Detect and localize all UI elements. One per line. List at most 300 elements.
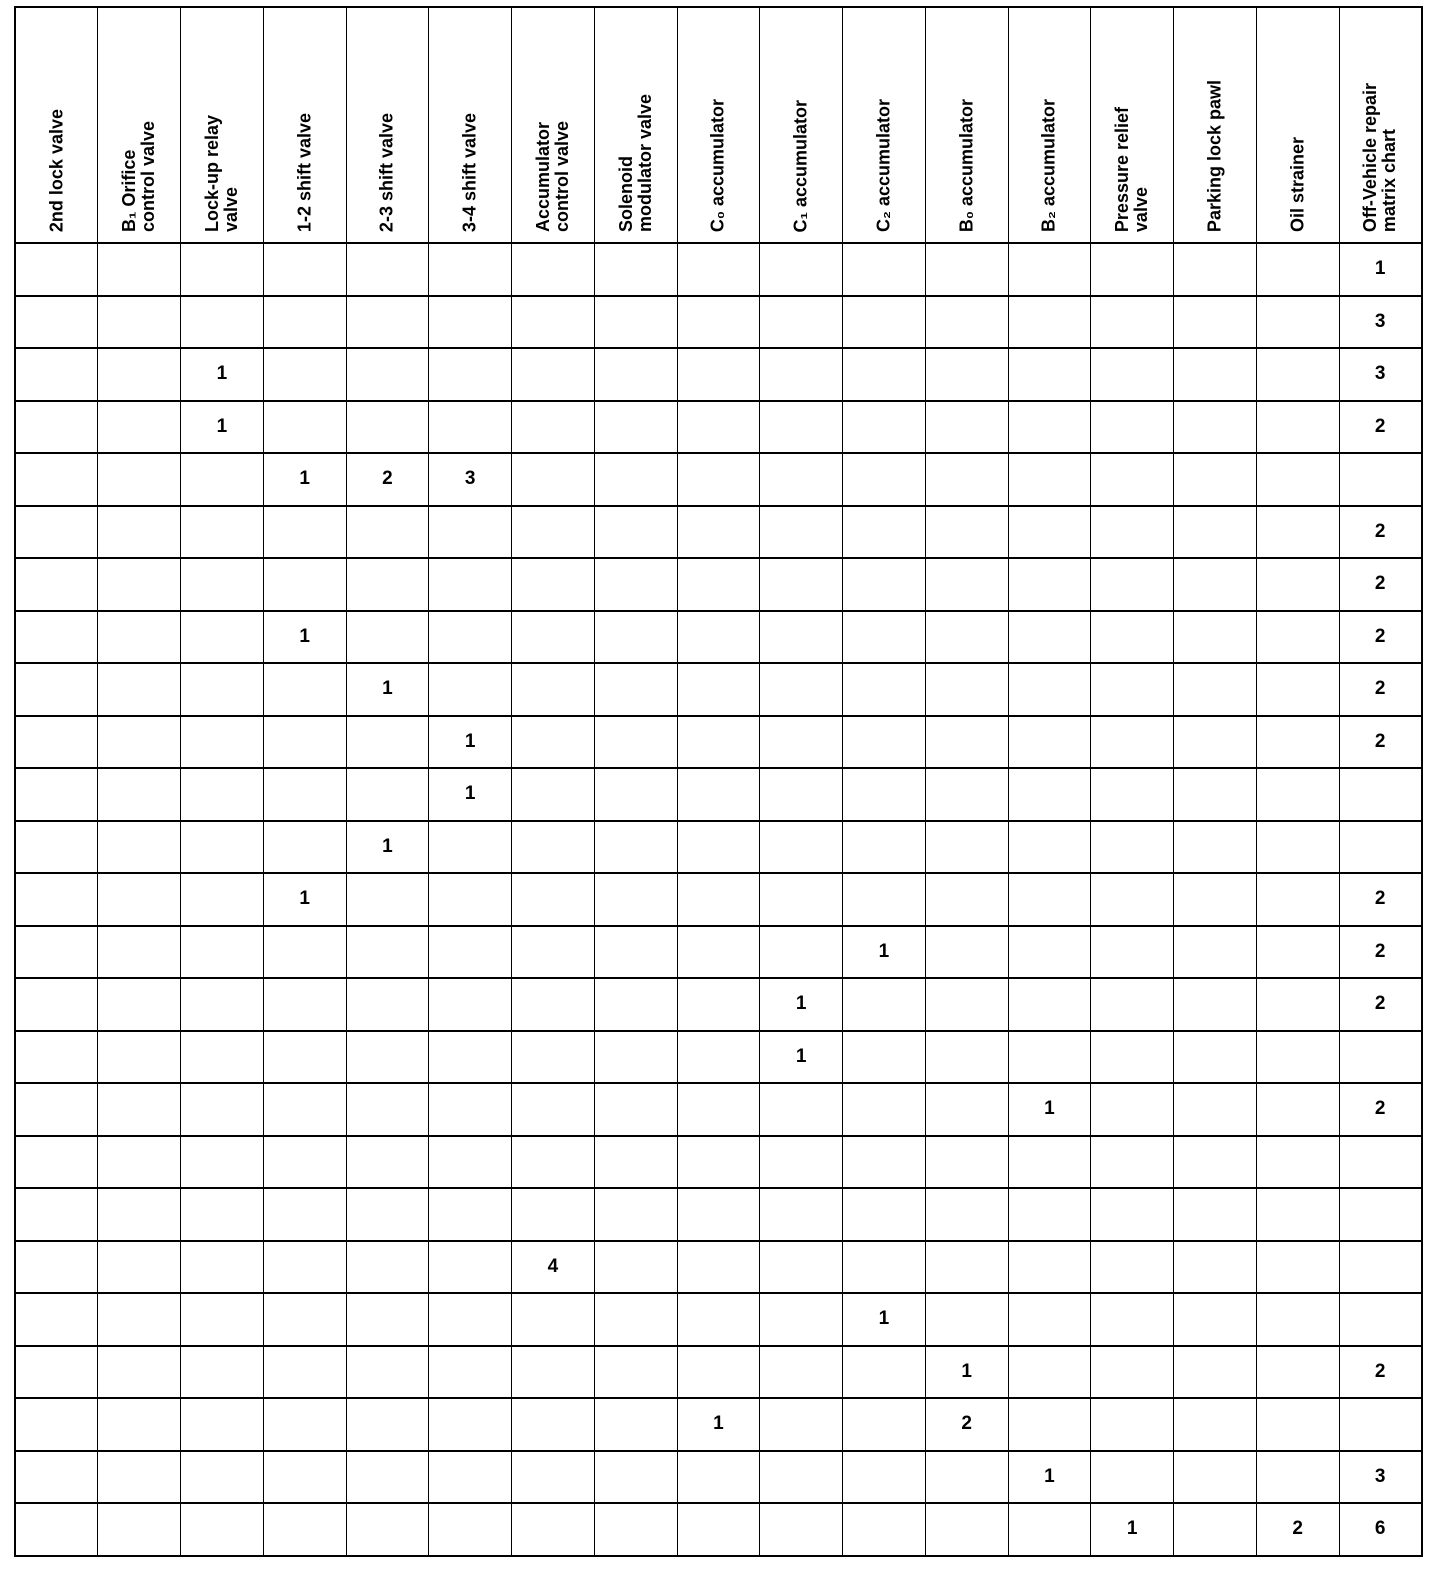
table-cell [346,926,429,979]
table-cell [1256,716,1339,769]
table-cell [15,1083,98,1136]
table-cell [1008,821,1091,874]
table-cell [1091,1031,1174,1084]
table-cell [594,716,677,769]
table-cell [429,348,512,401]
table-cell [181,1451,264,1504]
table-row [15,506,1422,559]
table-cell [925,506,1008,559]
table-cell [594,453,677,506]
table-cell [346,873,429,926]
table-row [15,716,1422,769]
table-cell [677,243,760,296]
table-cell [843,978,926,1031]
table-cell [263,1031,346,1084]
table-cell [15,453,98,506]
table-cell [1091,716,1174,769]
table-cell [594,978,677,1031]
table-cell [925,1293,1008,1346]
table-cell [1256,401,1339,454]
table-cell [1008,1136,1091,1189]
table-cell: 1 [263,873,346,926]
table-cell [677,611,760,664]
table-cell [1174,296,1257,349]
table-cell [346,243,429,296]
table-cell [1339,1031,1422,1084]
table-cell [1339,1293,1422,1346]
table-row [15,1083,1422,1136]
table-cell [15,506,98,559]
table-cell [843,401,926,454]
table-cell [843,243,926,296]
table-cell [181,768,264,821]
table-cell [346,296,429,349]
column-header-label: C₂ accumulator [873,98,894,232]
table-cell [1256,926,1339,979]
table-cell [512,1083,595,1136]
table-cell [1008,401,1091,454]
table-cell [925,1136,1008,1189]
column-header-label: Solenoid modulator valve [615,93,655,232]
table-cell [1174,558,1257,611]
table-cell [760,506,843,559]
table-cell [98,1031,181,1084]
table-cell [512,348,595,401]
table-cell [429,243,512,296]
column-header-label: Off-Vehicle repair matrix chart [1360,82,1400,232]
table-cell [346,506,429,559]
repair-matrix-table [14,6,1423,1557]
table-cell [15,401,98,454]
table-cell [925,663,1008,716]
table-cell [429,401,512,454]
header-row [15,7,1422,243]
table-cell [98,348,181,401]
table-cell [677,978,760,1031]
table-cell [1091,401,1174,454]
table-cell [263,768,346,821]
table-cell [925,611,1008,664]
table-cell: 2 [346,453,429,506]
table-cell [346,1083,429,1136]
column-header-label: B₂ accumulator [1038,98,1059,232]
column-header [1174,7,1257,243]
table-cell [1339,821,1422,874]
column-header [843,7,926,243]
table-cell: 2 [1339,1346,1422,1399]
table-cell [843,1398,926,1451]
table-cell: 1 [925,1346,1008,1399]
matrix-body [15,243,1422,1556]
table-cell [98,243,181,296]
table-cell [15,1136,98,1189]
table-cell [346,558,429,611]
table-cell [181,1503,264,1556]
table-cell [1174,611,1257,664]
table-cell [1091,768,1174,821]
table-cell: 6 [1339,1503,1422,1556]
table-cell [1174,821,1257,874]
table-row [15,821,1422,874]
table-cell [925,821,1008,874]
table-cell: 2 [1339,558,1422,611]
table-cell [15,978,98,1031]
table-cell [925,768,1008,821]
table-cell [181,821,264,874]
table-cell [677,716,760,769]
table-cell [1008,768,1091,821]
table-cell [1339,768,1422,821]
table-cell [925,926,1008,979]
table-cell [512,821,595,874]
table-cell [1008,926,1091,979]
table-cell [677,1188,760,1241]
table-cell [760,558,843,611]
table-cell [15,1188,98,1241]
table-cell [1174,453,1257,506]
table-cell [181,716,264,769]
table-cell [594,1293,677,1346]
table-cell [263,1398,346,1451]
table-cell [594,1188,677,1241]
table-cell [1008,1503,1091,1556]
table-cell: 3 [429,453,512,506]
table-cell [1091,558,1174,611]
table-cell [760,1451,843,1504]
table-cell [677,1346,760,1399]
table-cell [1174,873,1257,926]
table-cell [1008,1398,1091,1451]
table-cell [429,873,512,926]
table-cell [1174,1293,1257,1346]
table-cell [843,716,926,769]
table-cell [263,348,346,401]
table-cell [843,1136,926,1189]
table-cell [512,558,595,611]
table-cell [429,821,512,874]
column-header-label: C₁ accumulator [790,99,811,232]
table-cell [181,978,264,1031]
table-cell [1008,1241,1091,1294]
table-cell [677,1503,760,1556]
table-cell [1256,453,1339,506]
table-cell [98,978,181,1031]
table-cell [925,1083,1008,1136]
table-cell [512,926,595,979]
column-header [181,7,264,243]
table-cell [429,663,512,716]
table-cell [925,296,1008,349]
table-cell [1174,1451,1257,1504]
table-cell [843,506,926,559]
table-cell [98,821,181,874]
table-cell [760,768,843,821]
table-cell [1174,348,1257,401]
table-cell [925,716,1008,769]
table-cell [843,873,926,926]
table-cell [181,926,264,979]
table-cell [925,873,1008,926]
column-header-label: Accumulator control valve [532,120,572,232]
column-header [1091,7,1174,243]
table-cell [1256,663,1339,716]
table-cell [594,348,677,401]
table-cell [98,1083,181,1136]
table-cell [1174,978,1257,1031]
table-cell [843,821,926,874]
table-cell [843,348,926,401]
table-row [15,401,1422,454]
table-cell [925,978,1008,1031]
table-cell [98,401,181,454]
table-cell: 1 [760,978,843,1031]
table-cell [346,1293,429,1346]
table-row [15,978,1422,1031]
table-cell [594,1451,677,1504]
table-cell [346,348,429,401]
table-cell [925,1188,1008,1241]
table-cell [594,1241,677,1294]
table-cell [1091,1083,1174,1136]
table-cell [843,663,926,716]
table-cell [760,873,843,926]
table-cell [181,453,264,506]
table-cell: 2 [1339,506,1422,559]
table-cell [760,611,843,664]
table-cell [512,873,595,926]
table-cell [98,558,181,611]
table-cell [760,926,843,979]
table-cell [512,1503,595,1556]
table-cell [1174,1398,1257,1451]
table-cell: 1 [429,716,512,769]
table-cell [677,1083,760,1136]
table-cell [1091,663,1174,716]
table-cell [677,1293,760,1346]
table-cell: 1 [263,453,346,506]
table-cell [594,1398,677,1451]
table-cell [760,1293,843,1346]
column-header [263,7,346,243]
table-cell [677,1241,760,1294]
table-cell [98,1503,181,1556]
table-cell [98,296,181,349]
table-cell [760,243,843,296]
table-cell [1091,453,1174,506]
table-cell [15,348,98,401]
table-row [15,558,1422,611]
table-cell [15,1346,98,1399]
column-header [1256,7,1339,243]
table-cell: 1 [1008,1451,1091,1504]
table-cell: 1 [1339,243,1422,296]
table-cell [925,243,1008,296]
table-cell [1008,506,1091,559]
table-cell [15,821,98,874]
table-cell [263,558,346,611]
table-cell: 1 [263,611,346,664]
table-cell [1256,821,1339,874]
table-row [15,1136,1422,1189]
table-cell [15,768,98,821]
table-cell: 1 [1091,1503,1174,1556]
table-cell: 1 [1008,1083,1091,1136]
table-cell [429,506,512,559]
table-cell [98,453,181,506]
table-cell [677,296,760,349]
table-cell [843,1031,926,1084]
table-cell [181,1398,264,1451]
table-cell [1174,663,1257,716]
table-cell [429,1241,512,1294]
table-cell: 3 [1339,348,1422,401]
table-cell [1091,348,1174,401]
table-cell [1339,453,1422,506]
table-cell [263,1241,346,1294]
table-cell [1174,1083,1257,1136]
table-cell [760,401,843,454]
table-cell [760,1398,843,1451]
table-cell [512,506,595,559]
table-cell [15,1451,98,1504]
table-cell [263,663,346,716]
table-cell [98,1136,181,1189]
table-cell [1256,243,1339,296]
table-cell [843,1346,926,1399]
column-header-label: 2-3 shift valve [376,112,397,232]
table-cell [1256,506,1339,559]
column-header [760,7,843,243]
table-cell [15,716,98,769]
table-cell [843,558,926,611]
table-cell [677,1136,760,1189]
column-header-label: B₀ accumulator [956,98,977,232]
table-cell: 2 [1339,873,1422,926]
table-cell [760,716,843,769]
table-cell [15,1398,98,1451]
table-cell: 1 [181,348,264,401]
table-cell [15,1503,98,1556]
table-cell [1008,1346,1091,1399]
table-cell [1174,1136,1257,1189]
table-cell [346,1451,429,1504]
table-cell [925,1031,1008,1084]
table-cell: 1 [843,1293,926,1346]
table-cell: 1 [677,1398,760,1451]
table-cell [429,1398,512,1451]
table-cell [1008,296,1091,349]
table-cell [594,296,677,349]
table-cell [760,821,843,874]
table-row [15,453,1422,506]
table-cell [760,1346,843,1399]
table-cell [1256,1346,1339,1399]
table-cell [512,1136,595,1189]
table-cell [677,1451,760,1504]
table-cell [1256,1451,1339,1504]
table-cell [15,558,98,611]
table-cell [1091,978,1174,1031]
table-cell: 2 [1339,401,1422,454]
table-cell [429,1083,512,1136]
table-cell [677,506,760,559]
table-cell [594,243,677,296]
table-cell [346,401,429,454]
column-header-label: 3-4 shift valve [459,112,480,232]
table-cell [429,926,512,979]
column-header [512,7,595,243]
table-cell [1174,926,1257,979]
table-cell [594,1346,677,1399]
table-cell [760,348,843,401]
table-cell: 1 [346,663,429,716]
table-cell [429,978,512,1031]
table-cell [263,821,346,874]
table-row [15,296,1422,349]
table-cell [346,1241,429,1294]
table-cell [512,1293,595,1346]
table-cell [15,611,98,664]
table-cell: 2 [925,1398,1008,1451]
table-cell [1091,926,1174,979]
table-cell [1008,453,1091,506]
table-cell [1256,1241,1339,1294]
table-cell [843,1188,926,1241]
table-row [15,768,1422,821]
column-header [346,7,429,243]
table-cell [843,296,926,349]
table-cell [429,558,512,611]
table-cell [181,1188,264,1241]
table-cell [263,1136,346,1189]
table-cell [263,1188,346,1241]
column-header-label: C₀ accumulator [707,98,728,232]
table-row [15,348,1422,401]
table-cell [1256,348,1339,401]
table-cell [925,453,1008,506]
table-cell [263,716,346,769]
table-cell [1008,873,1091,926]
table-cell [512,243,595,296]
table-cell [594,768,677,821]
table-cell [512,978,595,1031]
table-cell [98,1188,181,1241]
table-cell [1091,506,1174,559]
table-cell [677,558,760,611]
table-cell: 2 [1339,611,1422,664]
table-cell [263,401,346,454]
table-cell [1008,1293,1091,1346]
table-cell [843,1241,926,1294]
table-cell [1256,768,1339,821]
table-cell [346,1188,429,1241]
table-cell [1174,716,1257,769]
table-cell [1091,1136,1174,1189]
table-cell: 2 [1339,716,1422,769]
table-cell [181,506,264,559]
table-cell [843,1451,926,1504]
table-cell: 1 [429,768,512,821]
column-header-label: Pressure relief valve [1112,106,1152,232]
table-cell [1008,663,1091,716]
column-header [429,7,512,243]
column-header [925,7,1008,243]
table-cell [263,1083,346,1136]
table-cell: 2 [1339,1083,1422,1136]
table-cell [512,768,595,821]
table-cell [843,1083,926,1136]
table-cell [594,1031,677,1084]
